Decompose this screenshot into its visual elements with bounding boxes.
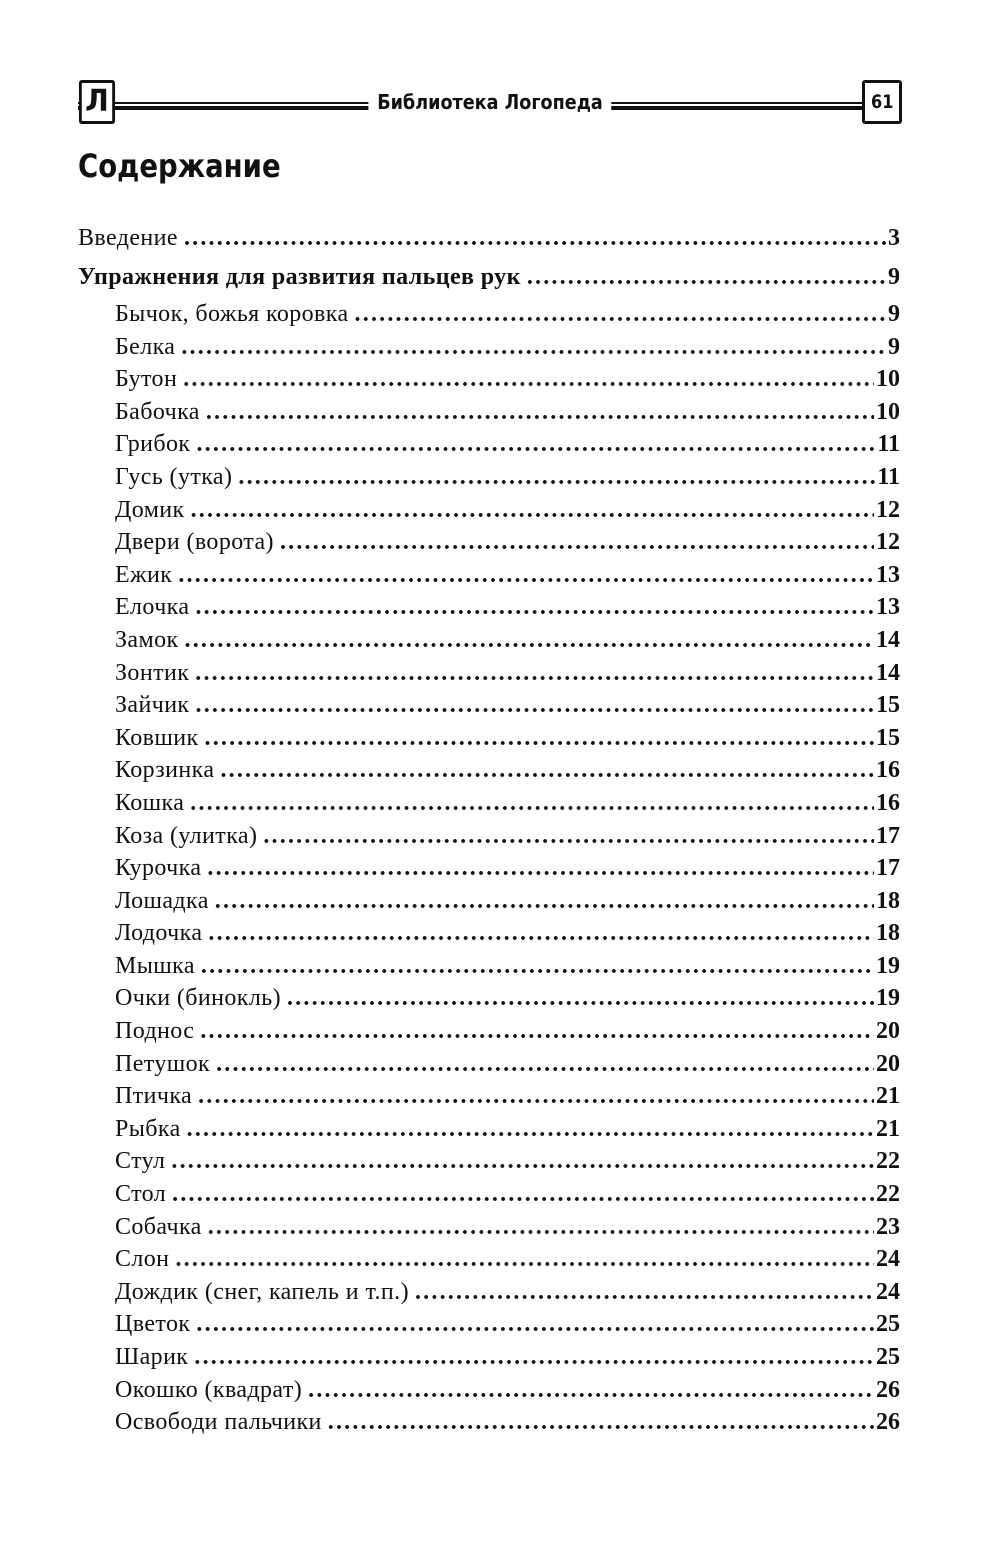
toc-entry-title: Упражнения для развития пальцев рук (78, 264, 521, 290)
dot-leader (181, 335, 886, 359)
toc-page-number: 25 (876, 1344, 900, 1370)
toc-row[interactable] (78, 591, 900, 624)
toc-row[interactable] (78, 1308, 900, 1341)
toc-row[interactable] (78, 461, 900, 494)
toc-page-number: 26 (876, 1409, 900, 1436)
toc-page-number: 14 (876, 659, 900, 686)
dot-leader (280, 530, 874, 554)
dot-leader (196, 1312, 874, 1336)
toc-entry-title: Дождик (снег, капель и т.п.) (115, 1278, 409, 1305)
toc-entry-title: Собачка (115, 1213, 202, 1240)
toc-row[interactable] (78, 1374, 900, 1407)
dot-leader (355, 302, 886, 326)
toc-entry-title: Стол (115, 1181, 167, 1208)
toc-row[interactable] (78, 722, 900, 755)
dot-leader (196, 693, 875, 717)
toc-row[interactable] (78, 331, 900, 364)
toc-page-number: 10 (876, 398, 900, 425)
toc-entry-title: Слон (115, 1246, 170, 1273)
toc-page-number: 20 (876, 1050, 900, 1077)
toc-row[interactable] (78, 1341, 900, 1374)
dot-leader (238, 465, 875, 489)
toc-page-number: 24 (876, 1278, 900, 1305)
toc-entry-title: Корзинка (115, 757, 215, 784)
dot-leader (175, 1247, 874, 1271)
dot-leader (208, 921, 874, 945)
toc-entry-title: Поднос (115, 1018, 195, 1045)
toc-page-number: 11 (877, 463, 900, 490)
toc-entry-title: Кошка (115, 789, 185, 816)
dot-leader (187, 1117, 874, 1141)
toc-row[interactable] (78, 559, 900, 592)
toc-row[interactable] (78, 298, 900, 331)
dot-leader (201, 954, 874, 978)
toc-page-number: 13 (876, 594, 900, 621)
toc-entry-title: Елочка (115, 594, 190, 621)
toc-entry-title: Бутон (115, 366, 178, 393)
dot-leader (191, 498, 874, 522)
toc-entry-title: Ежик (115, 561, 173, 588)
toc-row[interactable] (78, 396, 900, 429)
toc-page-number: 22 (876, 1148, 900, 1175)
dot-leader (195, 595, 874, 619)
toc-row[interactable] (78, 526, 900, 559)
toc-page-number: 16 (876, 757, 900, 784)
toc-page-number: 15 (876, 724, 900, 751)
toc-entry-title: Двери (ворота) (115, 529, 274, 556)
toc-entry-title: Коза (улитка) (115, 822, 258, 849)
toc-section-row[interactable] (78, 256, 900, 298)
toc-entry-title: Ковшик (115, 724, 199, 751)
toc-entry-title: Цветок (115, 1311, 191, 1338)
toc-entry-title: Замок (115, 626, 179, 653)
toc-row[interactable] (78, 657, 900, 690)
toc-entry-title: Бабочка (115, 398, 200, 425)
toc-entry-title: Бычок, божья коровка (115, 301, 349, 327)
toc-entry-title: Мышка (115, 952, 195, 979)
toc-page-number: 23 (876, 1213, 900, 1240)
toc-row[interactable] (78, 1243, 900, 1276)
toc-entry-title: Освободи пальчики (115, 1409, 322, 1436)
toc-page-number: 9 (888, 333, 900, 360)
toc-row[interactable] (78, 624, 900, 657)
toc-page-number: 15 (876, 692, 900, 719)
dot-leader (184, 226, 886, 250)
toc-page-number: 25 (876, 1311, 900, 1338)
toc-row[interactable] (78, 494, 900, 527)
toc-row[interactable] (78, 689, 900, 722)
toc-page-number: 17 (876, 822, 900, 849)
toc-page-number: 24 (876, 1246, 900, 1273)
page-title: Содержание (78, 147, 281, 185)
toc-page-number: 18 (876, 887, 900, 914)
toc-entry-title: Лодочка (115, 920, 203, 947)
running-header (78, 80, 902, 128)
dot-leader (308, 1378, 874, 1402)
toc-row[interactable] (78, 1015, 900, 1048)
toc-page-number: 21 (876, 1083, 900, 1110)
toc-row[interactable] (78, 1178, 900, 1211)
toc-page-number: 11 (877, 431, 900, 458)
toc-page-number: 12 (876, 529, 900, 556)
dot-leader (183, 367, 874, 391)
toc-row[interactable] (78, 1211, 900, 1244)
toc-page-number: 18 (876, 920, 900, 947)
header-letter-badge (79, 80, 115, 124)
toc-page-number: 12 (876, 496, 900, 523)
dot-leader (171, 1149, 874, 1173)
toc-page-number: 17 (876, 855, 900, 882)
dot-leader (415, 1280, 874, 1304)
toc-page-number: 9 (888, 264, 900, 290)
dot-leader (178, 563, 874, 587)
toc-row[interactable] (78, 885, 900, 918)
toc-row[interactable] (78, 1276, 900, 1309)
toc-row[interactable] (78, 950, 900, 983)
toc-entry-title: Домик (115, 496, 185, 523)
toc-page-number: 16 (876, 789, 900, 816)
dot-leader (206, 400, 874, 424)
toc-entry-title: Лошадка (115, 887, 209, 914)
toc-page-number: 10 (876, 366, 900, 393)
toc-entry-title: Введение (78, 225, 178, 251)
toc-entry-title: Белка (115, 333, 176, 360)
dot-leader (216, 1052, 874, 1076)
dot-leader (172, 1182, 874, 1206)
dot-leader (287, 986, 874, 1010)
dot-leader (527, 265, 886, 289)
toc-entry-title: Стул (115, 1148, 166, 1175)
toc-row[interactable] (78, 852, 900, 885)
toc-row[interactable] (78, 917, 900, 950)
toc-entry-title: Петушок (115, 1050, 211, 1077)
toc-page-number: 20 (876, 1018, 900, 1045)
toc-page-number: 14 (876, 626, 900, 653)
toc-row[interactable] (78, 1113, 900, 1146)
header-page-number: 61 (870, 90, 894, 113)
toc-page-number: 19 (876, 985, 900, 1012)
header-letter: Л (85, 84, 109, 119)
toc-row[interactable] (78, 1048, 900, 1081)
toc-row[interactable] (78, 363, 900, 396)
dot-leader (208, 1215, 874, 1239)
dot-leader (190, 791, 874, 815)
toc-entry-title: Зайчик (115, 692, 190, 719)
toc-entry-title: Шарик (115, 1344, 189, 1370)
toc-entry-title: Окошко (квадрат) (115, 1376, 303, 1403)
dot-leader (198, 1084, 874, 1108)
toc-entry-title: Зонтик (115, 659, 190, 686)
dot-leader (205, 726, 874, 750)
toc-page-number: 3 (888, 225, 900, 251)
toc-page-number: 21 (876, 1115, 900, 1142)
dot-leader (185, 628, 874, 652)
dot-leader (195, 661, 874, 685)
dot-leader (194, 1345, 874, 1369)
toc-page-number: 13 (876, 561, 900, 588)
dot-leader (215, 889, 874, 913)
toc-entry-title: Грибок (115, 431, 191, 458)
toc-row[interactable] (78, 982, 900, 1015)
toc-entry-title: Птичка (115, 1083, 193, 1110)
toc-page-number: 22 (876, 1181, 900, 1208)
dot-leader (200, 1019, 874, 1043)
dot-leader (207, 856, 874, 880)
header-page-badge (862, 80, 902, 124)
toc-page-number: 19 (876, 952, 900, 979)
dot-leader (263, 824, 874, 848)
dot-leader (220, 758, 874, 782)
toc-page-number: 9 (888, 301, 900, 327)
toc-entry-title: Рыбка (115, 1115, 181, 1142)
toc-row[interactable] (78, 787, 900, 820)
toc-row[interactable] (78, 222, 900, 256)
toc-row[interactable] (78, 820, 900, 853)
toc-entry-title: Курочка (115, 855, 202, 882)
toc-row[interactable] (78, 1145, 900, 1178)
dot-leader (196, 432, 875, 456)
toc-entry-title: Очки (бинокль) (115, 985, 281, 1012)
toc-row[interactable] (78, 1080, 900, 1113)
toc-entry-title: Гусь (утка) (115, 463, 233, 490)
toc-row[interactable] (78, 754, 900, 787)
table-of-contents (78, 222, 900, 1439)
header-title: Библиотека Логопеда (368, 90, 611, 114)
toc-row[interactable] (78, 1406, 900, 1439)
toc-page-number: 26 (876, 1376, 900, 1403)
toc-row[interactable] (78, 428, 900, 461)
dot-leader (328, 1410, 874, 1434)
